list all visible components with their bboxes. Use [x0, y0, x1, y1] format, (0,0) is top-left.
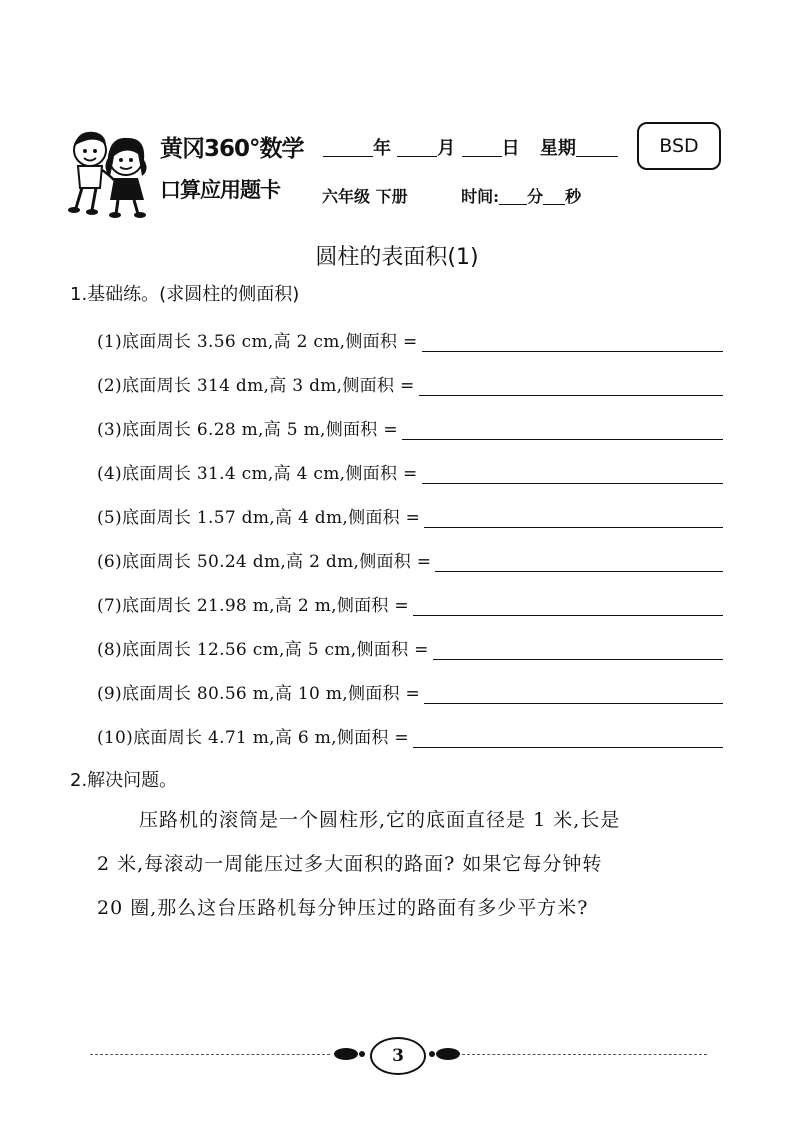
- question-text: (1)底面周长 3.56 cm,高 2 cm,侧面积 =: [97, 332, 418, 352]
- question-text: (5)底面周长 1.57 dm,高 4 dm,侧面积 =: [97, 508, 421, 528]
- grade-label: 六年级 下册: [322, 187, 408, 206]
- question-row: [97, 718, 723, 748]
- grade-time-line: [322, 184, 581, 207]
- edition-badge: BSD: [637, 122, 721, 170]
- section2-heading: 2.解决问题。: [70, 770, 178, 791]
- answer-line[interactable]: [422, 461, 723, 484]
- footer-divider-right: [462, 1054, 707, 1055]
- year-blank[interactable]: [323, 138, 373, 157]
- question-row: [97, 454, 723, 484]
- day-blank[interactable]: [462, 138, 502, 157]
- minute-label: 分: [527, 187, 544, 206]
- time-label: 时间:: [461, 187, 500, 206]
- month-blank[interactable]: [397, 138, 437, 157]
- answer-line[interactable]: [422, 329, 723, 352]
- answer-line[interactable]: [424, 681, 723, 704]
- answer-line[interactable]: [419, 373, 723, 396]
- question-row: [97, 630, 723, 660]
- question-text: (8)底面周长 12.56 cm,高 5 cm,侧面积 =: [97, 640, 429, 660]
- question-row: [97, 366, 723, 396]
- brand-subtitle: 口算应用题卡: [160, 178, 280, 202]
- question-text: (7)底面周长 21.98 m,高 2 m,侧面积 =: [97, 596, 409, 616]
- question-text: (2)底面周长 314 dm,高 3 dm,侧面积 =: [97, 376, 415, 396]
- question-row: [97, 586, 723, 616]
- mascot-kids-icon: [60, 120, 160, 220]
- answer-line[interactable]: [413, 725, 723, 748]
- section1-heading: 1.基础练。(求圆柱的侧面积): [70, 284, 300, 305]
- word-problem-line: 压路机的滚筒是一个圆柱形,它的底面直径是 1 米,长是: [139, 809, 621, 831]
- brand-title: 黄冈360°数学: [160, 136, 304, 162]
- word-problem: [97, 798, 725, 930]
- page-number: 3: [370, 1037, 426, 1075]
- question-text: (6)底面周长 50.24 dm,高 2 dm,侧面积 =: [97, 552, 432, 572]
- answer-line[interactable]: [433, 637, 723, 660]
- question-row: [97, 498, 723, 528]
- question-text: (9)底面周长 80.56 m,高 10 m,侧面积 =: [97, 684, 421, 704]
- minute-blank[interactable]: [499, 186, 527, 205]
- weekday-blank[interactable]: [576, 138, 618, 157]
- word-problem-line: 2 米,每滚动一周能压过多大面积的路面? 如果它每分钟转: [97, 853, 603, 875]
- page-title: 圆柱的表面积(1): [315, 245, 479, 270]
- answer-line[interactable]: [402, 417, 723, 440]
- answer-line[interactable]: [413, 593, 723, 616]
- question-row: [97, 674, 723, 704]
- question-row: [97, 542, 723, 572]
- question-text: (3)底面周长 6.28 m,高 5 m,侧面积 =: [97, 420, 398, 440]
- answer-line[interactable]: [424, 505, 723, 528]
- month-label: 月: [437, 138, 456, 159]
- year-label: 年: [373, 138, 391, 159]
- second-blank[interactable]: [543, 186, 565, 205]
- question-row: [97, 410, 723, 440]
- day-label: 日: [501, 138, 520, 159]
- word-problem-line: 20 圈,那么这台压路机每分钟压过的路面有多少平方米?: [97, 897, 589, 919]
- weekday-label: 星期: [539, 138, 576, 159]
- question-text: (4)底面周长 31.4 cm,高 4 cm,侧面积 =: [97, 464, 418, 484]
- second-label: 秒: [565, 187, 582, 206]
- question-row: [97, 322, 723, 352]
- footer-divider-left: [90, 1054, 330, 1055]
- question-text: (10)底面周长 4.71 m,高 6 m,侧面积 =: [97, 728, 409, 748]
- date-line: [323, 134, 618, 160]
- answer-line[interactable]: [435, 549, 723, 572]
